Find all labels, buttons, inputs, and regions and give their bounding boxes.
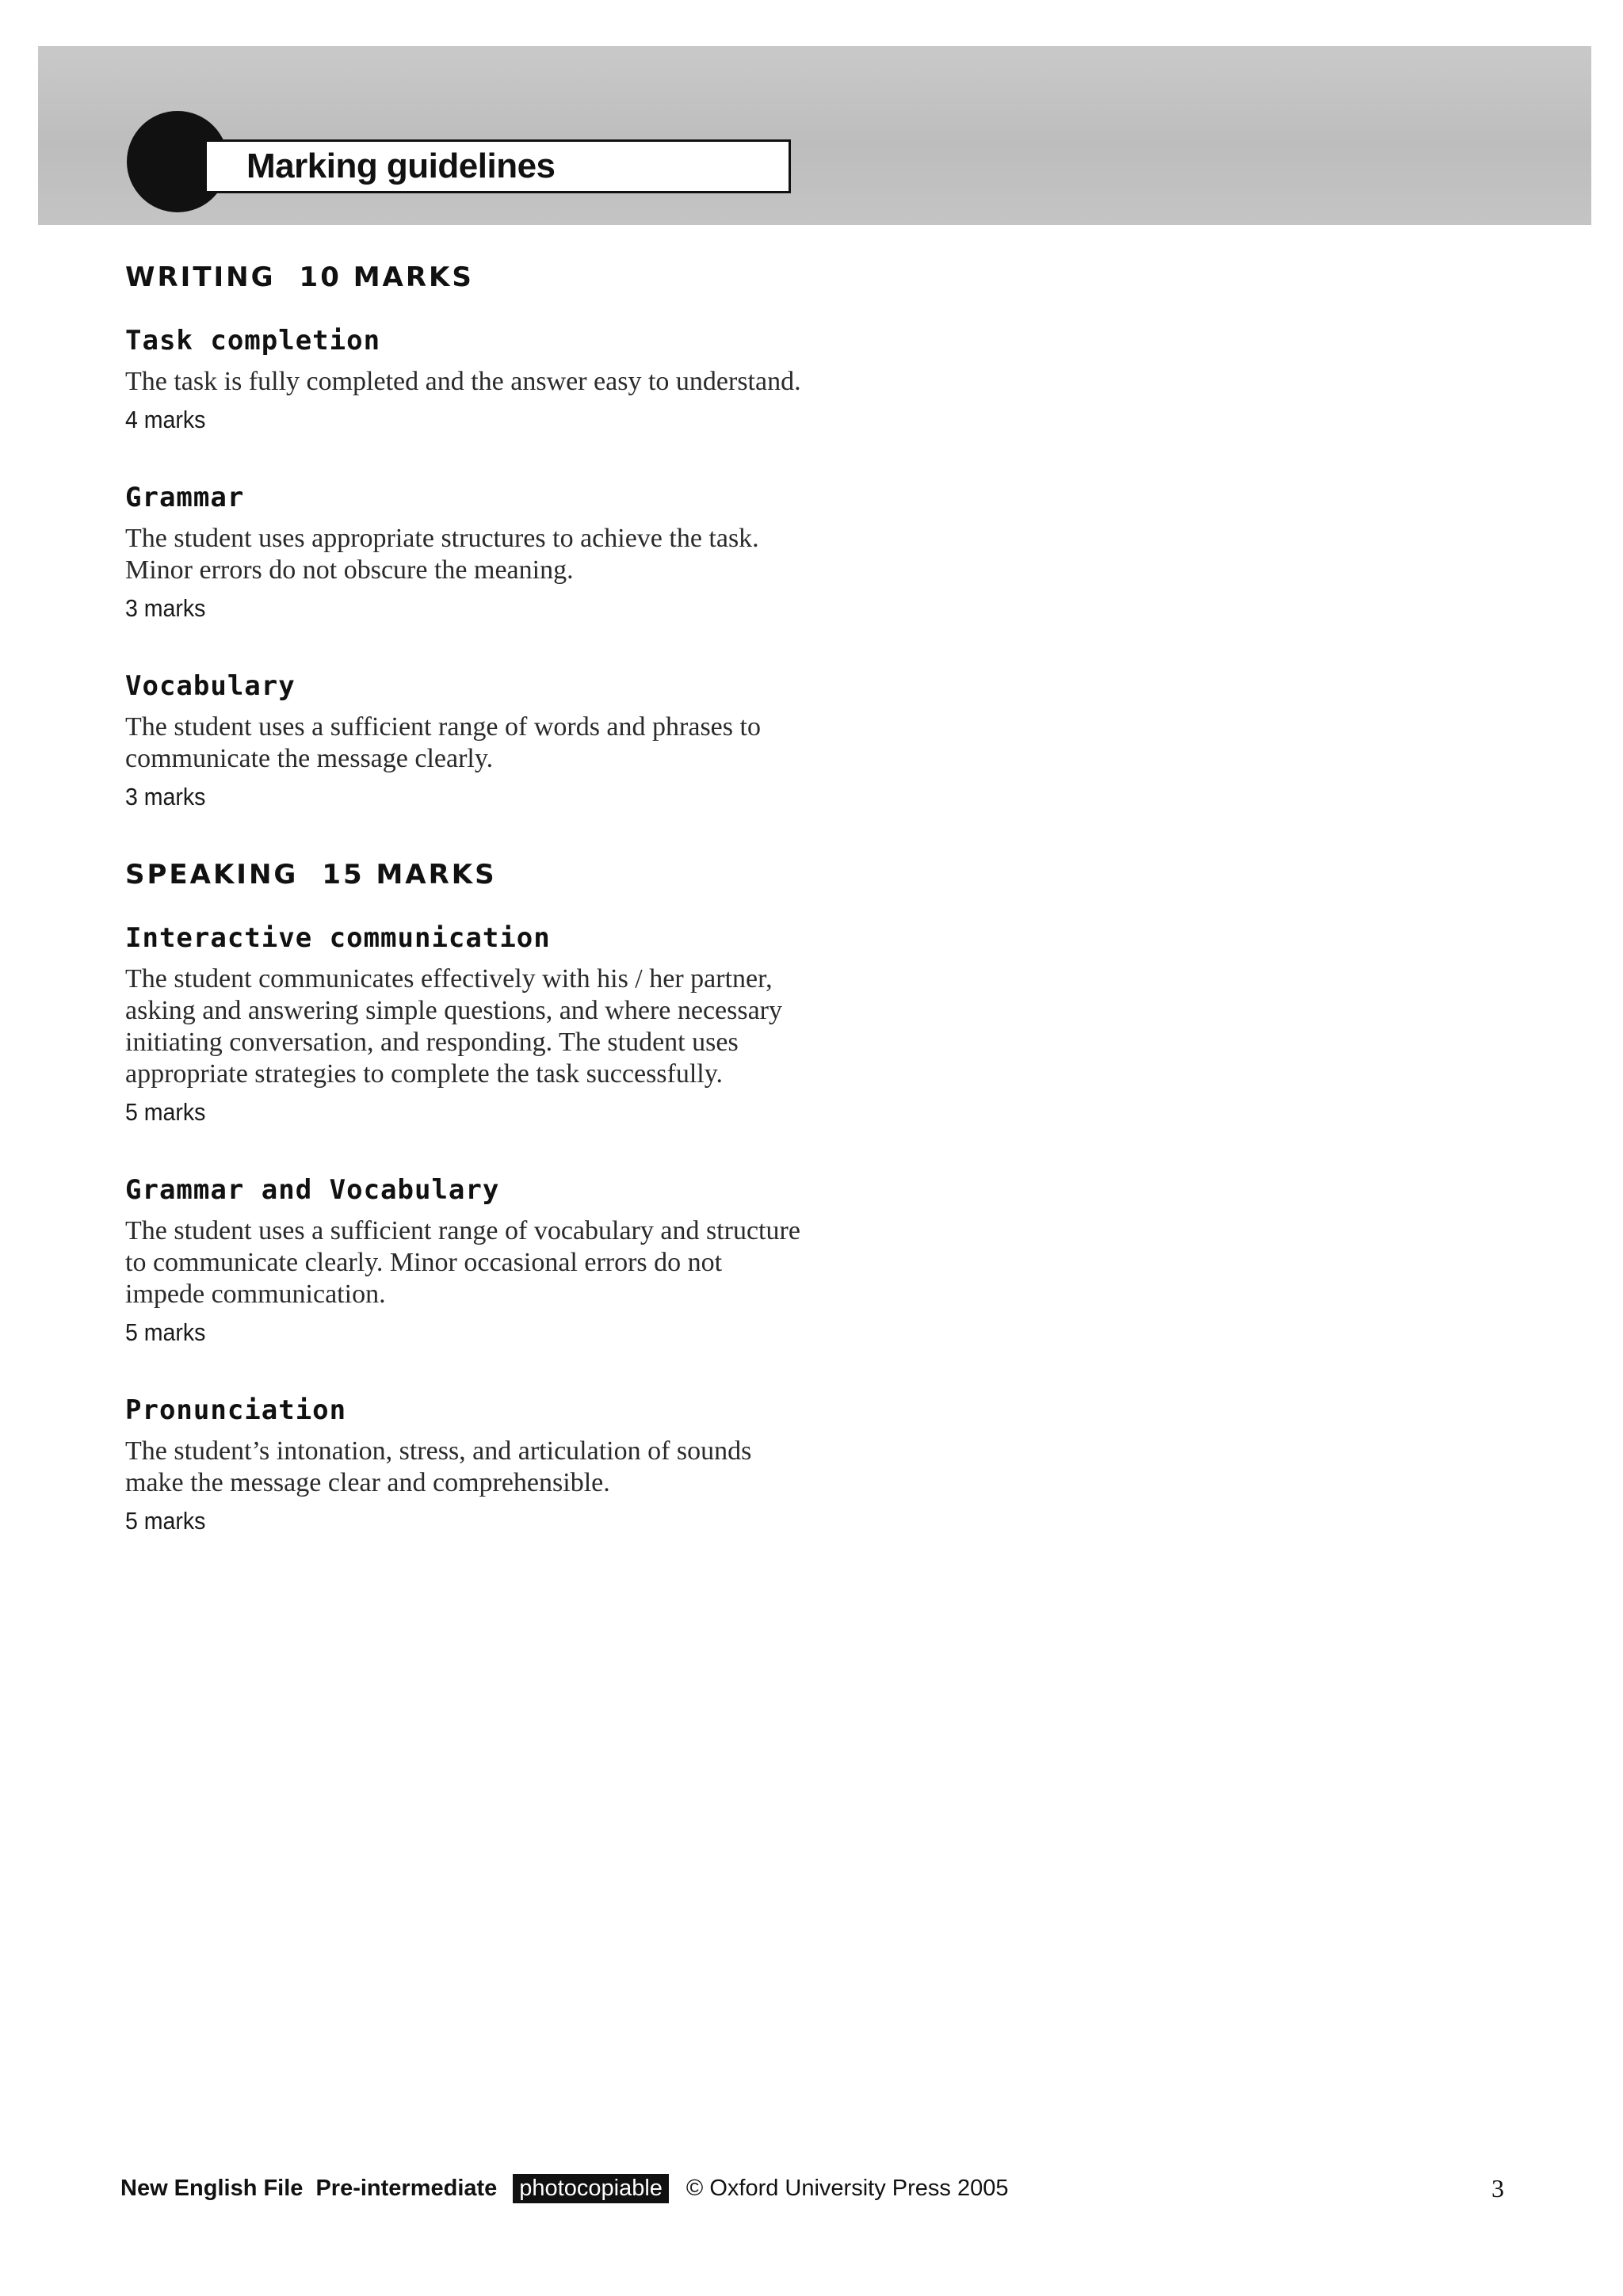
footer-copyright: © Oxford University Press 2005 bbox=[685, 2175, 1009, 2201]
criterion-marks: 5 marks bbox=[125, 1098, 206, 1126]
section-heading-label: WRITING bbox=[125, 261, 276, 293]
speaking-section bbox=[125, 859, 918, 1535]
description-line: The student uses appropriate structures to achieve the task. bbox=[125, 524, 759, 553]
criterion-grammar-and-vocabulary bbox=[125, 1174, 918, 1347]
footer bbox=[120, 2171, 1515, 2206]
section-heading-label: SPEAKING bbox=[125, 859, 299, 891]
criterion-title: Task completion bbox=[125, 325, 381, 357]
criterion-description bbox=[125, 523, 918, 586]
description-line: communicate the message clearly. bbox=[125, 744, 494, 773]
criterion-interactive-communication bbox=[125, 922, 918, 1127]
description-line: The student uses a sufficient range of vocabulary and structure bbox=[125, 1216, 800, 1245]
footer-publication: New English File bbox=[120, 2175, 304, 2201]
description-line: The student uses a sufficient range of words and phrases to bbox=[125, 712, 761, 742]
criterion-pronunciation bbox=[125, 1394, 918, 1535]
criterion-marks: 5 marks bbox=[125, 1318, 206, 1346]
page-title: Marking guidelines bbox=[246, 147, 556, 185]
photocopiable-badge: photocopiable bbox=[513, 2174, 669, 2203]
description-line: The task is fully completed and the answer easy to understand. bbox=[125, 367, 801, 396]
content bbox=[125, 261, 918, 1583]
criterion-marks: 3 marks bbox=[125, 783, 206, 810]
description-line: The student communicates effectively with his / her partner, bbox=[125, 964, 773, 994]
description-line: impede communication. bbox=[125, 1280, 386, 1309]
section-heading-speaking bbox=[125, 859, 918, 891]
description-line: appropriate strategies to complete the task successfully. bbox=[125, 1059, 724, 1089]
description-line: initiating conversation, and responding. The student uses bbox=[125, 1028, 739, 1057]
criterion-title: Grammar bbox=[125, 482, 245, 513]
criterion-marks: 4 marks bbox=[125, 406, 206, 433]
header-title-box bbox=[204, 139, 791, 193]
description-line: to communicate clearly. Minor occasional errors do not bbox=[125, 1248, 723, 1277]
criterion-marks: 5 marks bbox=[125, 1507, 206, 1535]
criterion-description bbox=[125, 963, 918, 1090]
criterion-description bbox=[125, 1215, 918, 1310]
writing-section bbox=[125, 261, 918, 811]
section-heading-writing bbox=[125, 261, 918, 293]
footer-level: Pre-intermediate bbox=[315, 2175, 498, 2201]
criterion-title: Pronunciation bbox=[125, 1394, 347, 1426]
criterion-title: Grammar and Vocabulary bbox=[125, 1174, 500, 1206]
description-line: make the message clear and comprehensible. bbox=[125, 1468, 610, 1497]
criterion-description bbox=[125, 711, 918, 775]
criterion-task-completion bbox=[125, 325, 918, 434]
criterion-vocabulary bbox=[125, 670, 918, 811]
criterion-description bbox=[125, 366, 918, 398]
criterion-marks: 3 marks bbox=[125, 594, 206, 622]
description-line: Minor errors do not obscure the meaning. bbox=[125, 555, 574, 585]
criterion-description bbox=[125, 1436, 918, 1499]
description-line: The student’s intonation, stress, and articulation of sounds bbox=[125, 1436, 752, 1466]
description-line: asking and answering simple questions, and where necessary bbox=[125, 996, 782, 1025]
page-number: 3 bbox=[1491, 2174, 1504, 2203]
criterion-title: Vocabulary bbox=[125, 670, 296, 702]
criterion-title: Interactive communication bbox=[125, 922, 551, 954]
criterion-grammar bbox=[125, 482, 918, 623]
section-total-marks: 15 MARKS bbox=[322, 859, 497, 891]
section-total-marks: 10 MARKS bbox=[299, 261, 474, 293]
header-band bbox=[38, 46, 1591, 225]
